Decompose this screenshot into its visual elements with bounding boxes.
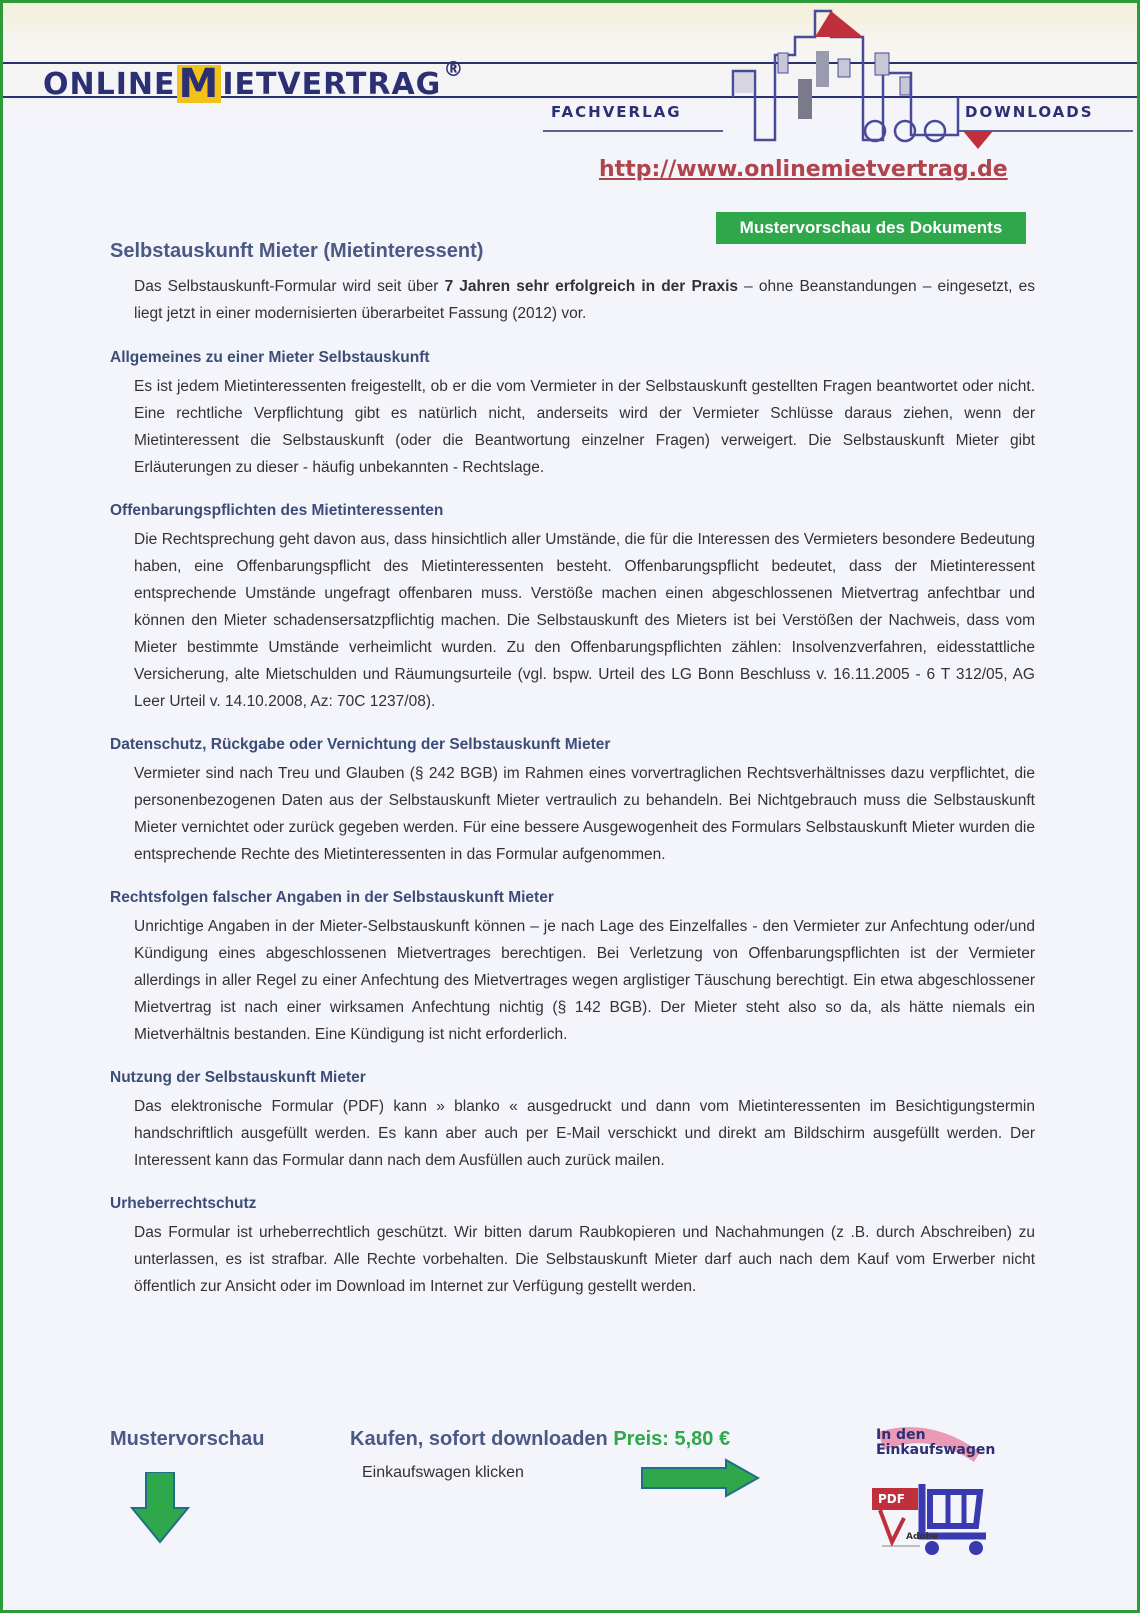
logo-m: M <box>178 61 220 107</box>
section-text-rechtsfolgen: Unrichtige Angaben in der Mieter-Selbstauskunft können – je nach Lage des Einzelfalles - den Vermieter zur Anfechtung oder/und Kündigung eines abgeschlossenen Mietvertrages berechtigen. Bei Verletzung von Offenbarungspflichten ist der Vermieter allerdings in aller Regel zu einer Anfechtung des Mietvertrages wegen arglistiger Täuschung berechtigt. Ein etwa abgeschlossener Mietvertrag ist nach einer wirksamen Anfechtung nichtig (§ 142 BGB). Der Mieter steht also so da, als hätte niemals ein Mietverhältnis bestanden. Eine Kündigung ist nicht erforderlich. <box>134 918 1035 1043</box>
cart-logo-line1: In den <box>876 1427 926 1443</box>
intro-after: – ohne Beanstandungen – eingesetzt, es liegt jetzt in einer modernisierten überarbeitet Fassung (2012) vor. <box>134 278 1035 322</box>
section-heading-nutzung: Nutzung der Selbstauskunft Mieter <box>110 1069 366 1086</box>
cart-hint: Einkaufswagen klicken <box>362 1464 524 1481</box>
document-title: Selbstauskunft Mieter (Mietinteressent) <box>110 240 484 262</box>
header <box>3 3 1137 163</box>
adobe-label: Adobe <box>906 1532 939 1542</box>
brand-logo <box>43 57 465 107</box>
intro-paragraph <box>134 273 1035 327</box>
buy-label <box>350 1428 730 1451</box>
section-heading-datenschutz: Datenschutz, Rückgabe oder Vernichtung der Selbstauskunft Mieter <box>110 736 611 753</box>
preview-badge: Mustervorschau des Dokuments <box>716 212 1026 244</box>
cart-logo-line2: Einkaufswagen <box>876 1442 996 1458</box>
section-text-datenschutz: Vermieter sind nach Treu und Glauben (§ 242 BGB) im Rahmen eines vorvertraglichen Rechtsverhältnisses dazu verpflichtet, die personenbezogenen Daten aus der Selbstauskunft Mieter vertraulich zu behandeln. Bei Nichtgebrauch muss die Selbstauskunft Mieter vernichtet oder zurück gegeben werden. Für eine bessere Ausgewogenheit des Formulars Selbstauskunft Mieter wurden die entsprechende Rechte des Mietinteressenten in das Formular aufgenommen. <box>134 765 1035 863</box>
intro-before: Das Selbstauskunft-Formular wird seit über <box>134 278 445 295</box>
document-body <box>110 240 1035 1300</box>
section-heading-offenbarung: Offenbarungspflichten des Mietinteressenten <box>110 502 444 519</box>
section-heading-rechtsfolgen: Rechtsfolgen falscher Angaben in der Selbstauskunft Mieter <box>110 889 554 906</box>
section-text-allgemeines: Es ist jedem Mietinteressenten freigestellt, ob er die vom Vermieter in der Selbstauskunft gestellten Fragen beantwortet oder nicht. Eine rechtliche Verpflichtung gibt es natürlich nicht, anderseits wird der Vermieter Schlüsse daraus ziehen, wenn der Mietinteressent die Selbstauskunft (oder die Beantwortung einzelner Fragen) verweigert. Die Selbstauskunft Mieter gibt Erläuterungen zu dieser - häufig unbekannten - Rechtslage. <box>134 378 1035 476</box>
purchase-area <box>110 1428 1110 1578</box>
arrow-right-icon[interactable] <box>640 1458 762 1498</box>
section-text-nutzung: Das elektronische Formular (PDF) kann » blanko « ausgedruckt und dann vom Mietinteressenten im Besichtigungstermin handschriftlich ausgefüllt werden. Es kann aber auch per E-Mail verschickt und direkt am Bildschirm ausgefüllt werden. Der Interessent kann das Formular dann nach dem Ausfüllen auch zurück mailen. <box>134 1098 1035 1169</box>
pdf-label: PDF <box>878 1492 905 1506</box>
registered-mark: ® <box>443 57 465 81</box>
arrow-down-icon[interactable] <box>130 1472 190 1544</box>
section-heading-urheberrecht: Urheberrechtschutz <box>110 1195 257 1212</box>
section-text-offenbarung: Die Rechtsprechung geht davon aus, dass hinsichtlich aller Umstände, die für die Interessen des Vermieters besondere Bedeutung haben, eine Offenbarungspflicht des Mietinteressenten besteht. Offenbarungspflicht bedeutet, dass der Mietinteressent entsprechende Umstände ungefragt offenbaren muss. Verstöße machen einen abgeschlossenen Mietvertrag anfechtbar und können den Mieter schadensersatzpflichtig machen. Die Selbstauskunft des Mieters ist bei Verstößen der Nachweis, dass vom Mieter bestimmte Umstände verheimlicht wurden. Zu den Offenbarungspflichten zählen: Insolvenzverfahren, eidesstattliche Versicherung, alte Mietschulden und Räumungsurteile (vgl. bspw. Urteil des LG Bonn Beschluss v. 16.11.2005 - 6 T 312/05, AG Leer Urteil v. 14.10.2008, Az: 70C 1237/08). <box>134 531 1035 710</box>
logo-suffix: IETVERTRAG <box>222 67 442 102</box>
downloads-label: DOWNLOADS <box>965 103 1094 121</box>
section-heading-allgemeines: Allgemeines zu einer Mieter Selbstauskunft <box>110 349 430 366</box>
website-link[interactable]: http://www.onlinemietvertrag.de <box>599 157 1008 182</box>
mustervorschau-label: Mustervorschau <box>110 1428 265 1450</box>
logo-prefix: ONLINE <box>43 67 176 102</box>
intro-bold: 7 Jahren sehr erfolgreich in der Praxis <box>444 278 738 295</box>
shopping-cart-icon[interactable] <box>870 1422 1000 1562</box>
fachverlag-label: FACHVERLAG <box>551 103 682 121</box>
price-text: Preis: 5,80 € <box>613 1428 731 1450</box>
kaufen-text: Kaufen, sofort downloaden <box>350 1428 608 1450</box>
section-text-urheberrecht: Das Formular ist urheberrechtlich geschützt. Wir bitten darum Raubkopieren und Nachahmungen (z .B. durch Abschreiben) zu unterlassen, es ist strafbar. Alle Rechte vorbehalten. Die Selbstauskunft Mieter darf auch nach dem Kauf vom Erwerber nicht öffentlich zur Ansicht oder im Download im Internet zur Verfügung gestellt werden. <box>134 1224 1035 1295</box>
